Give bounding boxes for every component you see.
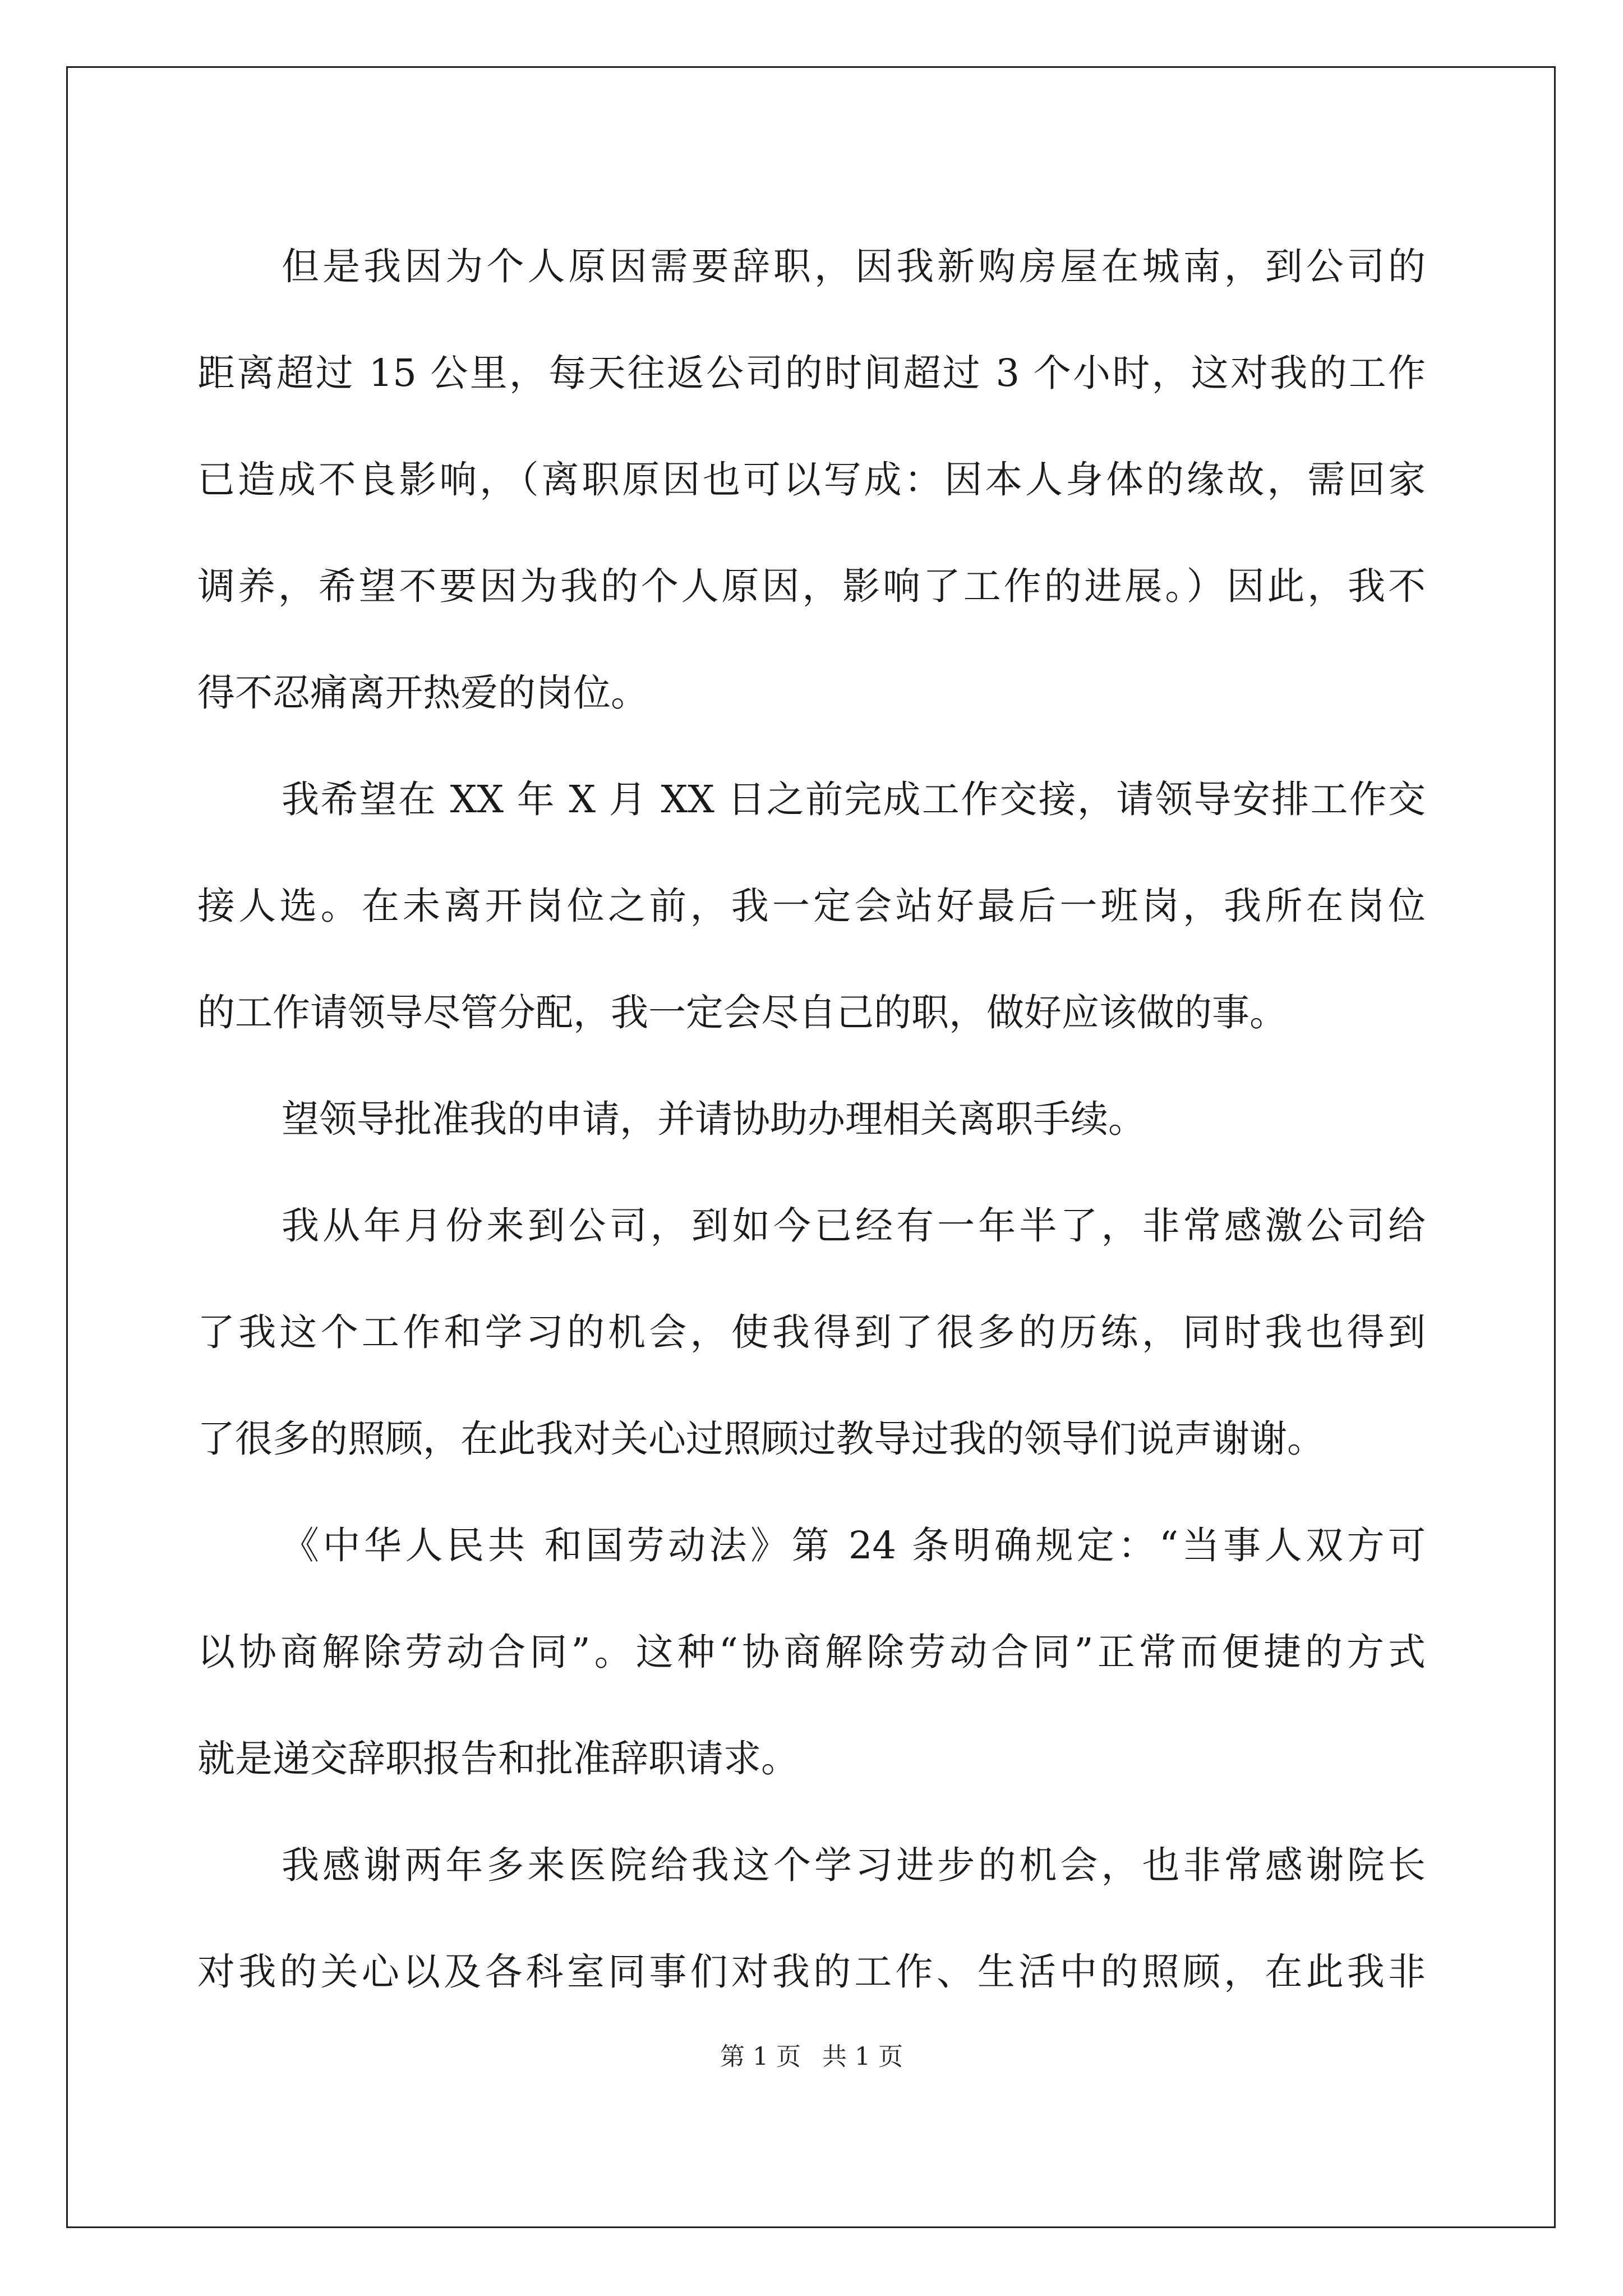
text-line: 得不忍痛离开热爱的岗位。: [197, 671, 648, 715]
text-line: 我感谢两年多来医院给我这个学习进步的机会，也非常感谢院长: [282, 1843, 1426, 1887]
text-line: 接人选。在未离开岗位之前，我一定会站好最后一班岗，我所在岗位: [197, 884, 1426, 928]
text-line: 了很多的照顾，在此我对关心过照顾过教导过我的领导们说声谢谢。: [197, 1417, 1325, 1461]
text-line: 以协商解除劳动合同”。这种“协商解除劳动合同”正常而便捷的方式: [197, 1630, 1426, 1674]
page-number-current: 第 1 页: [720, 2042, 801, 2071]
text-line: 已造成不良影响，（离职原因也可以写成：因本人身体的缘故，需回家: [197, 458, 1426, 501]
page-footer: [0, 2036, 1623, 2072]
text-line: 《中华人民共 和国劳动法》第 24 条明确规定：“当事人双方可: [282, 1524, 1426, 1567]
text-line: 的工作请领导尽管分配，我一定会尽自己的职，做好应该做的事。: [197, 991, 1287, 1034]
text-line: 我从年月份来到公司，到如今已经有一年半了，非常感激公司给: [282, 1204, 1426, 1248]
text-line: 我希望在 XX 年 X 月 XX 日之前完成工作交接，请领导安排工作交: [282, 777, 1426, 821]
page-number-total: 共 1 页: [822, 2042, 903, 2071]
text-line: 望领导批准我的申请，并请协助办理相关离职手续。: [282, 1097, 1146, 1141]
text-line: 距离超过 15 公里，每天往返公司的时间超过 3 个小时，这对我的工作: [197, 351, 1426, 395]
text-line: 就是递交辞职报告和批准辞职请求。: [197, 1737, 799, 1780]
text-line: 了我这个工作和学习的机会，使我得到了很多的历练，同时我也得到: [197, 1310, 1426, 1354]
text-line: 对我的关心以及各科室同事们对我的工作、生活中的照顾，在此我非: [197, 1950, 1426, 1994]
document-body: [197, 213, 1426, 2025]
text-line: 但是我因为个人原因需要辞职，因我新购房屋在城南，到公司的: [282, 245, 1426, 288]
text-line: 调养，希望不要因为我的个人原因，影响了工作的进展。）因此，我不: [197, 564, 1426, 608]
